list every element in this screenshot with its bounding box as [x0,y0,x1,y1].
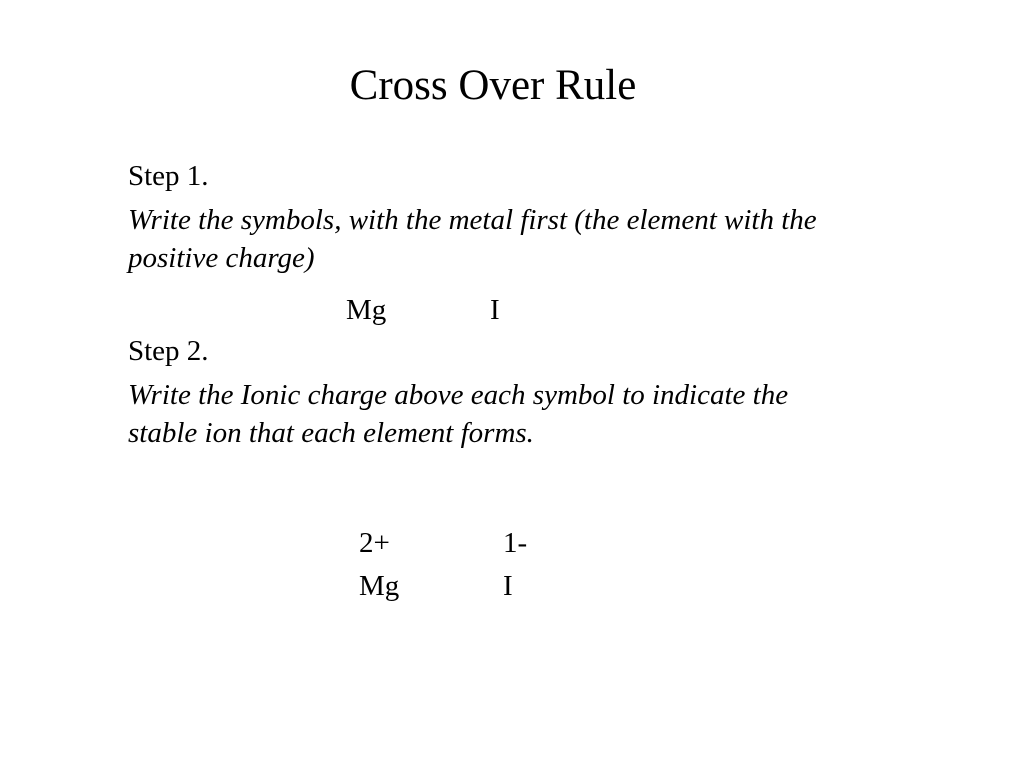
step-1-label: Step 1. [128,160,209,192]
step-1-nonmetal-symbol: I [490,294,500,326]
step-1-instruction: Write the symbols, with the metal first (the element with the positive charge) [128,204,817,274]
step-2-metal-symbol: Mg [359,570,400,602]
slide-title: Cross Over Rule [349,62,637,109]
step-2-nonmetal-symbol: I [503,570,513,602]
step-2-nonmetal-charge: 1- [503,527,528,559]
step-2-metal-charge: 2+ [359,527,390,559]
step-1-metal-symbol: Mg [346,294,387,326]
step-2-label: Step 2. [128,335,209,367]
step-2-instruction: Write the Ionic charge above each symbol to indicate the stable ion that each element forms. [128,379,789,449]
